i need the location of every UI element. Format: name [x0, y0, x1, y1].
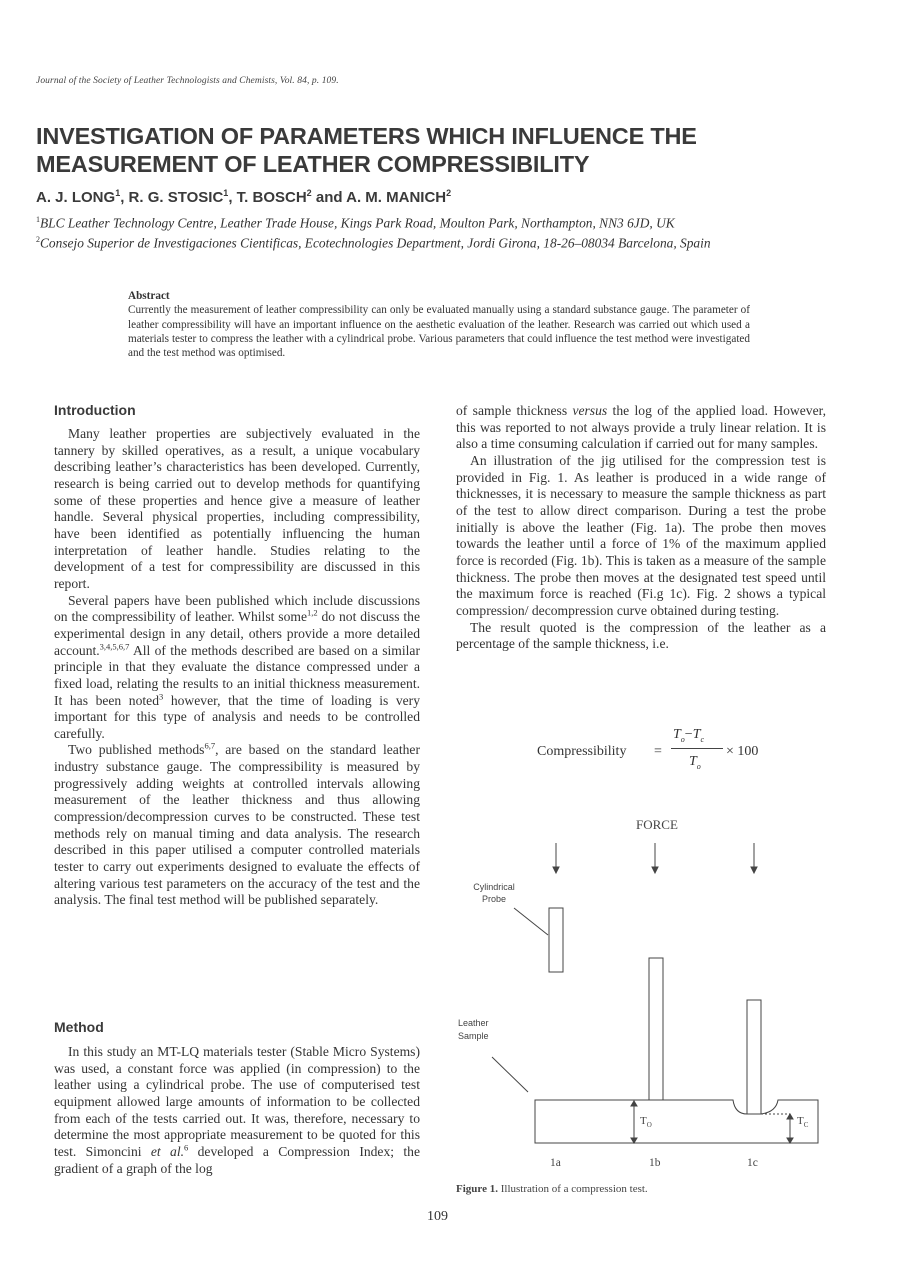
formula-equals: =	[654, 744, 662, 759]
probe-1c	[747, 1000, 761, 1114]
symbol: T	[692, 727, 701, 742]
stage-label-1b: 1b	[649, 1157, 661, 1169]
versus: versus	[572, 403, 608, 418]
subscript: O	[646, 1121, 652, 1130]
symbol: T	[640, 1115, 647, 1127]
subscript: c	[700, 734, 705, 744]
citation-sup: 1,2	[306, 607, 318, 618]
sample-label-pointer	[492, 1057, 528, 1092]
probe-1a	[549, 908, 563, 972]
arrowhead-icon	[751, 867, 757, 873]
arrowhead-icon	[631, 1101, 637, 1106]
text-run: however, that the time of loading is very important for this type of analysis and needs to be controlled carefully.	[54, 692, 420, 741]
stage-label-1a: 1a	[550, 1157, 561, 1169]
citation-sup: 3	[159, 690, 164, 701]
text-run: the log of the applied load. However, this was reported to not always provide a truly linear relation. It is also a time consuming calculation if carried out for many samples.	[456, 403, 826, 452]
journal-citation: Journal of the Society of Leather Technologists and Chemists, Vol. 84, p. 109.	[36, 76, 339, 86]
subscript: o	[696, 761, 701, 771]
caption-text: Illustration of a compression test.	[497, 1183, 648, 1195]
method-heading: Method	[54, 1019, 104, 1035]
affiliation-text: Consejo Superior de Investigaciones Cientificas, Ecotechnologies Department, Jordi Girona, 18-26–08034 Barcelona, Spain	[40, 235, 711, 251]
author-affil-sup: 2	[306, 188, 312, 198]
symbol: T	[689, 754, 697, 769]
affiliation-sup: 1	[36, 215, 40, 224]
label-line: Leather	[458, 1018, 489, 1028]
text-run: Two published methods	[68, 742, 205, 758]
introduction-heading: Introduction	[54, 402, 136, 418]
text-run: developed a Compression Index; the gradient of a graph of the log	[54, 1143, 420, 1176]
page-number: 109	[427, 1209, 448, 1224]
probe-label-pointer	[514, 908, 548, 935]
text-run: Several papers have been published which include discussions on the compressibility of leather. Whilst some	[54, 592, 420, 625]
subscript: C	[803, 1121, 809, 1130]
author-name: T. BOSCH	[236, 189, 307, 206]
probe-label	[466, 881, 522, 905]
text-run: All of the methods described are based on a similar principle in that they evaluate the distance compressed under a fixed load, relating the results to an initial thickness measurement. It has been noted	[54, 642, 420, 708]
stage-label-1c: 1c	[747, 1157, 758, 1169]
symbol: −	[684, 727, 693, 742]
author-separator: ,	[120, 189, 129, 206]
title-line-2: MEASUREMENT OF LEATHER COMPRESSIBILITY	[36, 151, 590, 177]
sample-label	[458, 1017, 489, 1043]
author-affil-sup: 1	[115, 188, 121, 198]
symbol: T	[673, 727, 681, 742]
citation-sup: 3,4,5,6,7	[99, 641, 130, 651]
author-name: A. J. LONG	[36, 189, 116, 206]
formula-times-100: × 100	[726, 744, 759, 759]
abstract-text: Currently the measurement of leather compressibility can only be evaluated manually using a standard substance gauge. The parameter of leather compressibility will have an important influence on the aesthetic evaluation of the leather. Research was carried out which used a materials tester to compress the leather with a cylindrical probe. Various parameters that could influence the test method were investigated and the test method was optimised.	[128, 304, 750, 360]
text-run: of sample thickness	[456, 403, 573, 418]
arrowhead-icon	[553, 867, 559, 873]
citation-sup: 6,7	[204, 740, 216, 751]
text-run: , are based on the standard leather industry substance gauge. The compressibility is measured by progressively adding weights at controlled intervals allowing measurement of the leather thickness and thus allowing compression/decompression curves to be constructed. These test methods rely on manual timing and data analysis. The research described in this paper utilised a computer controlled materials tester to carry out experiments designed to evaluate the effects of altering various test parameters on the accuracy of the test and the analysis. The final test method will be published separately.	[54, 742, 420, 908]
paragraph: An illustration of the jig utilised for the compression test is provided in Fig. 1. As leather is produced in a wide range of thicknesses, it is necessary to measure the sample thickness as part of the test to allow direct comparison. During a test the probe initially is above the leather (Fig. 1a). The probe then moves towards the leather until a force of 1% of the maximum applied force is recorded (Fig. 1b). This is taken as a measure of the sample thickness. The probe then moves at the designated test speed until the maximum force is reached (Fi.g 1c). Fig. 2 shows a typical compression/ decompression curve obtained during testing.	[456, 452, 826, 618]
leather-sample	[535, 1100, 818, 1143]
subscript: o	[680, 734, 685, 744]
affiliation-text: BLC Leather Technology Centre, Leather Trade House, Kings Park Road, Moulton Park, Northampton, NN3 6JD, UK	[40, 215, 675, 231]
et-al: et al.	[150, 1143, 185, 1159]
probe-1b	[649, 958, 663, 1100]
citation-sup: 6	[184, 1142, 189, 1153]
paragraph: Many leather properties are subjectively evaluated in the tannery by skilled operatives, as a result, a unique vocabulary describing leather’s characteristics has been developed. Currently, research is being carried out to develop methods for quantifying some of these properties and hence give a measure of leather handle. Several physical properties, including compressibility, have been identified as potentially influencing the human interpretation of leather handle. Studies relating to the development of a test for compressibility are discussed in this report.	[54, 426, 420, 591]
abstract-heading: Abstract	[128, 290, 170, 302]
figure-1-caption	[456, 1183, 648, 1195]
formula-lhs: Compressibility	[537, 744, 627, 759]
author-affil-sup: 1	[223, 188, 229, 198]
author-name: A. M. MANICH	[346, 189, 447, 206]
to-label	[640, 1115, 652, 1129]
tc-label	[797, 1115, 808, 1129]
paragraph: The result quoted is the compression of the leather as a percentage of the sample thickness, i.e.	[456, 619, 826, 652]
title-line-1: INVESTIGATION OF PARAMETERS WHICH INFLUENCE THE	[36, 123, 697, 149]
text-run: do not discuss the experimental design in any detail, others provide a more detailed account.	[54, 609, 420, 658]
author-name: R. G. STOSIC	[128, 189, 224, 206]
caption-label: Figure 1.	[456, 1183, 498, 1195]
label-line: Cylindrical	[473, 882, 515, 892]
label-line: Probe	[481, 894, 507, 904]
author-separator: ,	[228, 189, 237, 206]
arrowhead-icon	[652, 867, 658, 873]
symbol: T	[797, 1115, 804, 1127]
arrowhead-icon	[787, 1138, 793, 1143]
affiliation-sup: 2	[36, 235, 40, 245]
author-separator: and	[311, 189, 347, 206]
label-line: Sample	[458, 1031, 489, 1041]
force-label: FORCE	[636, 817, 678, 832]
arrowhead-icon	[787, 1114, 793, 1119]
text-run: In this study an MT-LQ materials tester (Stable Micro Systems) was used, a constant force was applied (in compression) to the leather using a cylindrical probe. The use of computerised test equipment allowed large amounts of information to be collected from each of the tests carried out. It was, therefore, necessary to determine the most appropriate measurement to be quoted for this test. Simoncini	[54, 1044, 420, 1159]
arrowhead-icon	[631, 1138, 637, 1143]
author-affil-sup: 2	[446, 188, 452, 198]
